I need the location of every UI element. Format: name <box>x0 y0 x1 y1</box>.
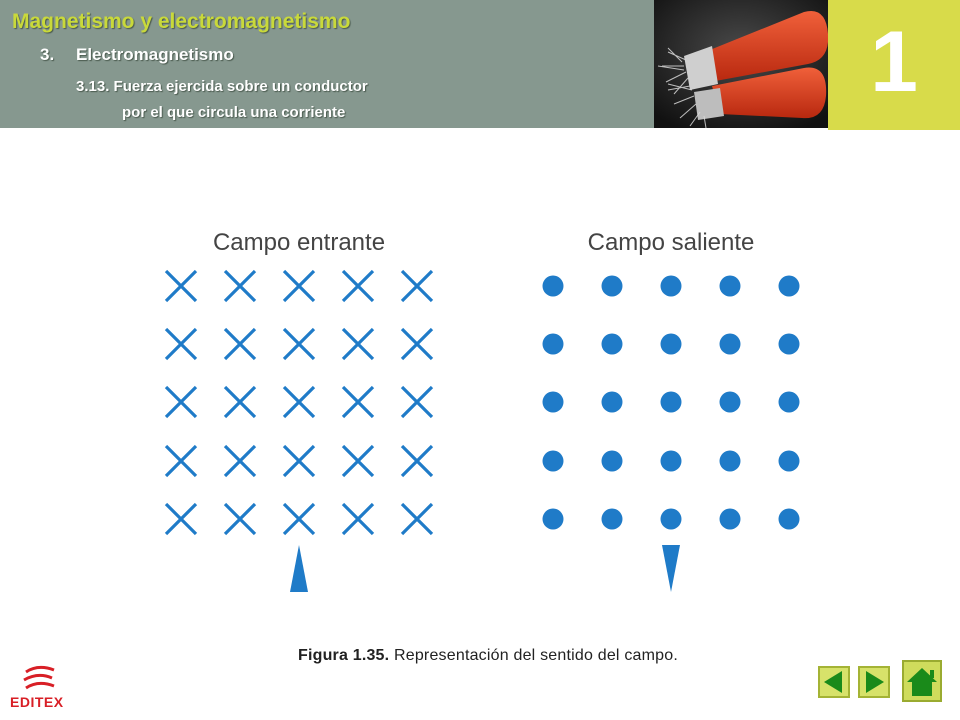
dot-icon <box>543 451 564 472</box>
cross-icon <box>343 446 373 476</box>
caption-label: Figura 1.35. <box>297 647 390 664</box>
dot-icon <box>602 334 623 355</box>
unit-number: 1 <box>870 14 918 110</box>
page-title: Magnetismo y electromagnetismo <box>12 10 351 33</box>
section-number: 3. <box>40 45 55 64</box>
right-panel-title: Campo saliente <box>587 229 755 256</box>
dot-icon <box>543 509 564 530</box>
cross-icon <box>343 504 373 534</box>
dot-icon <box>720 276 741 297</box>
dot-icon <box>661 392 682 413</box>
home-button[interactable] <box>902 660 942 702</box>
arrow-right-icon <box>860 668 888 696</box>
cross-icon <box>225 329 255 359</box>
cross-icon <box>402 387 432 417</box>
editex-logo-text: EDITEX <box>10 694 64 710</box>
dot-icon <box>543 392 564 413</box>
cross-icon <box>225 504 255 534</box>
cross-icon <box>343 271 373 301</box>
dot-icon <box>779 334 800 355</box>
cross-icon <box>166 446 196 476</box>
dot-icon <box>779 276 800 297</box>
dot-icon <box>543 276 564 297</box>
dot-icon <box>720 509 741 530</box>
cross-icon <box>225 271 255 301</box>
prev-button[interactable] <box>818 666 850 698</box>
cross-icon <box>166 271 196 301</box>
down-arrow-icon <box>662 545 680 592</box>
cross-icon <box>284 271 314 301</box>
cross-icon <box>343 329 373 359</box>
cross-icon <box>343 387 373 417</box>
caption-text: Representación del sentido del campo. <box>393 647 678 664</box>
left-panel-title: Campo entrante <box>212 229 386 256</box>
cross-icon <box>225 387 255 417</box>
cross-icon <box>402 504 432 534</box>
dot-icon <box>602 276 623 297</box>
cross-icon <box>166 504 196 534</box>
next-button[interactable] <box>858 666 890 698</box>
dot-icon <box>779 451 800 472</box>
dot-icon <box>602 451 623 472</box>
dot-icon <box>661 276 682 297</box>
cross-icon <box>284 329 314 359</box>
subsection-title-line2: por el que circula una corriente <box>122 104 346 121</box>
dot-icon <box>543 334 564 355</box>
cross-icon <box>402 329 432 359</box>
subsection-title-line1: 3.13. Fuerza ejercida sobre un conductor <box>76 78 368 95</box>
cross-icon <box>402 271 432 301</box>
cross-icon <box>284 446 314 476</box>
dot-icon <box>720 392 741 413</box>
section-title: Electromagnetismo <box>76 45 234 64</box>
incoming-field-crosses <box>166 271 432 534</box>
cross-icon <box>284 504 314 534</box>
dot-icon <box>720 334 741 355</box>
dot-icon <box>661 334 682 355</box>
cross-icon <box>402 446 432 476</box>
dot-icon <box>661 509 682 530</box>
cross-icon <box>284 387 314 417</box>
dot-icon <box>602 392 623 413</box>
dot-icon <box>779 509 800 530</box>
up-arrow-icon <box>290 545 308 592</box>
home-icon <box>904 662 940 700</box>
figure-caption <box>0 647 960 665</box>
dot-icon <box>779 392 800 413</box>
cross-icon <box>225 446 255 476</box>
dot-icon <box>661 451 682 472</box>
arrow-left-icon <box>820 668 848 696</box>
dot-icon <box>602 509 623 530</box>
cross-icon <box>166 329 196 359</box>
outgoing-field-dots <box>543 276 800 530</box>
cross-icon <box>166 387 196 417</box>
dot-icon <box>720 451 741 472</box>
